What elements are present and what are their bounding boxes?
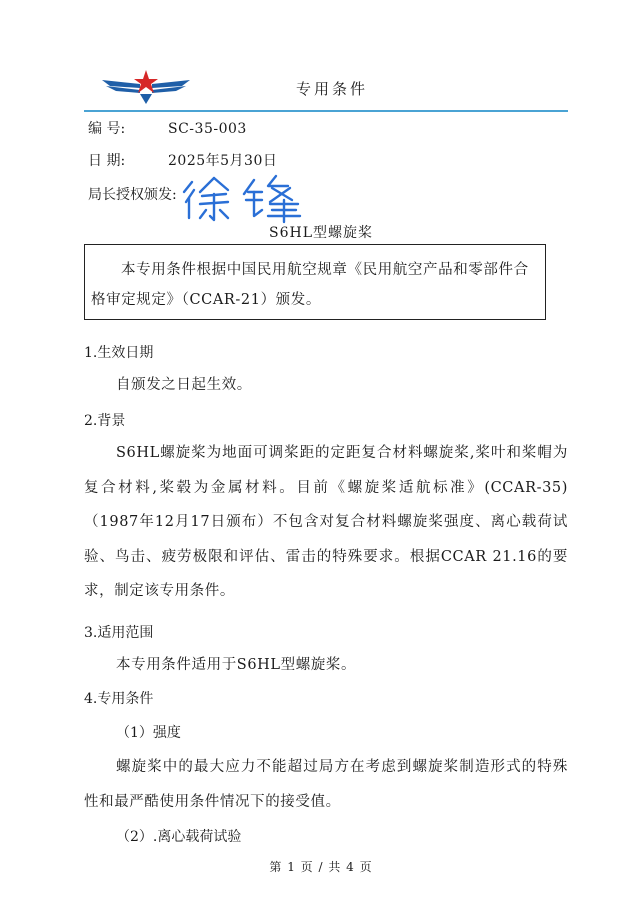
- section-2-body: S6HL螺旋桨为地面可调桨距的定距复合材料螺旋桨,桨叶和桨帽为复合材料,桨毂为金属材料。目前《螺旋桨适航标准》(CCAR-35)（1987年12月17日颁布）不包含对复合材料螺旋桨强度、离心载荷试验、鸟击、疲劳极限和评估、雷击的特殊要求。根据CCAR 21.16的要求，制定该专用条件。: [84, 445, 568, 599]
- handwritten-signature: [178, 170, 318, 224]
- section-1-body: 自颁发之日起生效。: [116, 377, 252, 393]
- document-title: S6HL型螺旋桨: [268, 225, 373, 241]
- issuer-label: 局长授权颁发:: [88, 187, 177, 203]
- serial-value: SC-35-003: [168, 121, 247, 137]
- section-3-body: 本专用条件适用于S6HL型螺旋桨。: [116, 657, 357, 673]
- section-1-heading: 1.生效日期: [84, 345, 154, 361]
- section-4-1-body: 螺旋桨中的最大应力不能超过局方在考虑到螺旋桨制造形式的特殊性和最严酷使用条件情况下的接受值。: [84, 759, 568, 810]
- section-2-heading: 2.背景: [84, 413, 126, 429]
- authority-notice-box: [84, 244, 546, 320]
- date-value: 2025年5月30日: [168, 153, 278, 169]
- header-title: 专用条件: [296, 80, 369, 98]
- issuer-row: [88, 184, 177, 204]
- section-4-2-heading: （2）.离心载荷试验: [116, 829, 242, 845]
- section-3-heading: 3.适用范围: [84, 625, 154, 641]
- section-4-heading: 4.专用条件: [84, 691, 154, 707]
- caac-logo-icon: [100, 66, 192, 106]
- header-divider: [84, 110, 568, 112]
- serial-label: 编 号:: [88, 121, 126, 137]
- authority-notice-text: 本专用条件根据中国民用航空规章《民用航空产品和零部件合格审定规定》（CCAR-21）颁发。: [91, 262, 529, 308]
- date-row: [88, 150, 277, 170]
- date-label: 日 期:: [88, 153, 126, 169]
- section-4-1-heading: （1）强度: [116, 725, 181, 741]
- serial-number-row: [88, 118, 247, 138]
- page-footer: 第 1 页 / 共 4 页: [269, 860, 373, 874]
